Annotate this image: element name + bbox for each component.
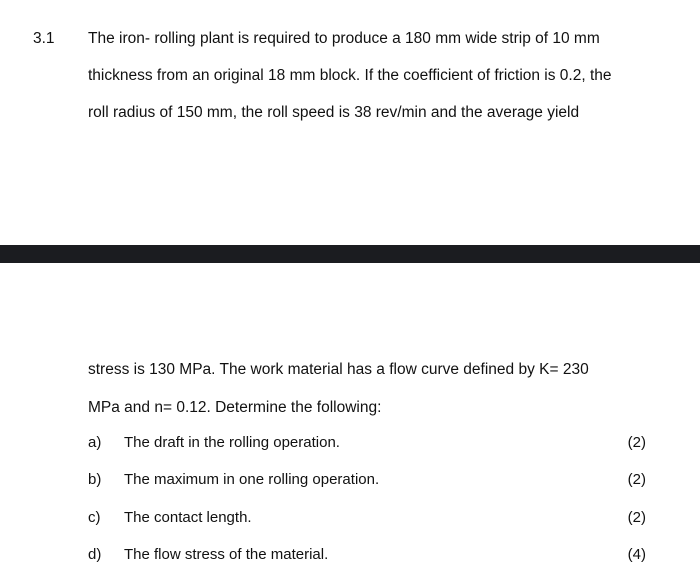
part-text: The contact length. <box>124 509 252 526</box>
black-divider-band <box>0 245 700 263</box>
part-letter: d) <box>88 546 102 563</box>
part-text: The maximum in one rolling operation. <box>124 471 380 488</box>
part-marks: (4) <box>627 546 646 563</box>
part-letter: c) <box>88 509 101 526</box>
paragraph-line-5: MPa and n= 0.12. Determine the following: <box>88 399 382 416</box>
part-letter: b) <box>88 471 102 488</box>
question-number: 3.1 <box>33 30 55 47</box>
paragraph-line-3: roll radius of 150 mm, the roll speed is 38 rev/min and the average yield <box>88 104 580 121</box>
part-text: The flow stress of the material. <box>124 546 329 563</box>
paragraph-line-2: thickness from an original 18 mm block. If the coefficient of friction is 0.2, the <box>88 67 612 84</box>
part-letter: a) <box>88 434 102 451</box>
part-marks: (2) <box>627 471 646 488</box>
part-text: The draft in the rolling operation. <box>124 434 340 451</box>
paragraph-line-4: stress is 130 MPa. The work material has a flow curve defined by K= 230 <box>88 361 589 378</box>
part-marks: (2) <box>627 434 646 451</box>
part-marks: (2) <box>627 509 646 526</box>
paragraph-line-1: The iron- rolling plant is required to produce a 180 mm wide strip of 10 mm <box>88 30 600 47</box>
